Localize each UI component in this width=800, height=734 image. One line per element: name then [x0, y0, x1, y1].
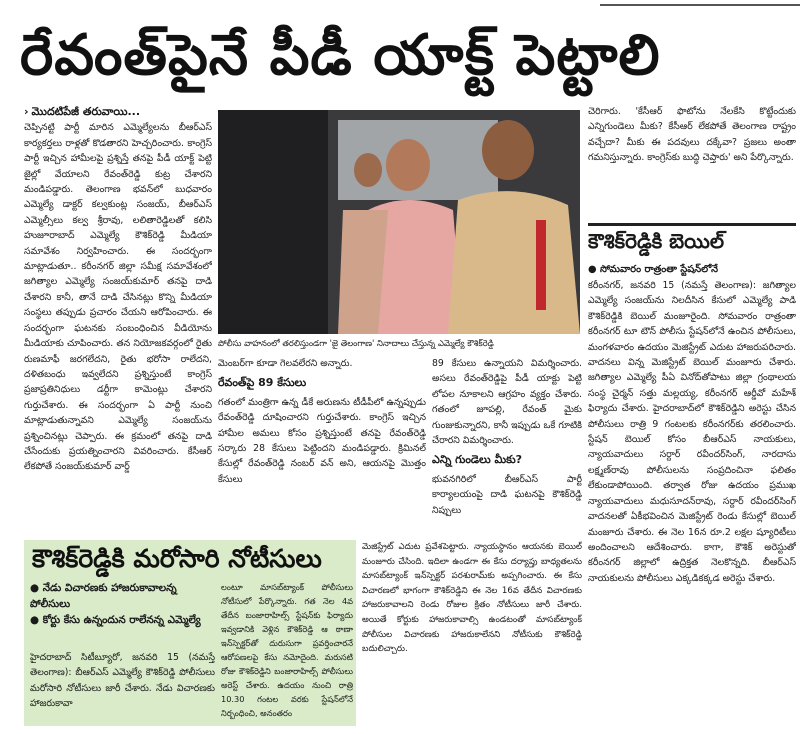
chevron-right-icon: › [24, 105, 29, 118]
article-column-3 [432, 356, 582, 534]
article-text: మెజిస్ట్రేట్ ఎదుట ప్రవేశపెట్టారు. న్యాయస్థానం ఆయనకు బెయిల్ మంజూరు చేసింది. ఇదిలా ఉండగా ఈ కేసు దర్యాప్తు బాధ్యతలను మాసబ్‌ట్యాంక్ ఇన్‌స్పెక్టర్ పరశురామ్‌కు అప్పగించారు. ఈ కేసు విచారణలో భాగంగా కౌశిక్‌రెడ్డిని ఈ నెల 16వ తేదీన విచారణకు హాజరుకావాలని రెండు రోజుల క్రితం నోటీసులు జారీ చేశారు. అయితే కోర్టుకు హాజరుకావాల్సి ఉండటంతో మాసబ్‌ట్యాంక్ పోలీసుల విచారణకు హాజరుకాలేనని నోటీసుకు కౌశిక్‌రెడ్డి బదులిచ్చారు. [362, 542, 582, 655]
notice-bullet-2: కోర్టు కేసు ఉన్నందున రాలేనన్న ఎమ్మెల్యే [42, 614, 201, 626]
photo-caption: పోలీసు వాహనంలో తరలిస్తుండగా 'జై తెలంగాణ' నినాదాలు చేస్తున్న ఎమ్మెల్యే కౌశిక్‌రెడ్డి [218, 338, 494, 348]
article-text: భువనగిరిలో బీఆర్ఎస్ పార్టీ కార్యాలయంపై దాడి ఘటనపై కౌశిక్‌రెడ్డి నిప్పులు [432, 473, 582, 516]
article-text: గతంలో మంత్రిగా ఉన్న డీకే అరుణను టీడీపీలో ఉన్నప్పుడు రేవంత్‌రెడ్డి దూషించారని గుర్తుచేశారు. కాంగ్రెస్ ఇచ్చిన హామీల అమలు కోసం ప్రశ్నిస్తుంటే తనపై రేవంత్‌రెడ్డి సర్కారు 28 కేసులు పెట్టిందని మండిపడ్డారు. క్రిమినల్ కేసుల్లో రేవంత్‌రెడ్డి నంబర్ వన్ అని, ఆయనపై మొత్తం కేసులు [218, 396, 426, 485]
photo-illustration [218, 110, 580, 334]
bail-box-body [588, 262, 796, 730]
notice-column-c [362, 540, 582, 726]
article-column-1 [24, 104, 212, 534]
subheading: ఎన్ని గుండెలు మీకు? [432, 453, 523, 467]
subheading: రేవంత్‌పై 89 కేసులు [218, 376, 307, 390]
notice-column-b [221, 580, 353, 726]
top-rule [600, 4, 800, 6]
article-text: కరీంనగర్, జనవరి 15 (నమస్తే తెలంగాణ): జగిత్యాల ఎమ్మెల్యే సంజయ్‌ను నిలదీసిన కేసులో ఎమ్మెల్యే పాడి కౌశిక్‌రెడ్డికి బెయిల్ మంజూరైంది. సోమవారం రాత్రంతా కరీంనగర్ టూ టౌన్ పోలీసు స్టేషన్‌లోనే ఉంచిన పోలీసులు, మంగళవారం ఉదయం మెజిస్ట్రేట్ ఎదుట హాజరుపరిచారు. వాదనలు విన్న మెజిస్ట్రేట్ బెయిల్ మంజూరు చేశారు. జగిత్యాల ఎమ్మెల్యే పీఏ వినోద్‌తోపాటు జిల్లా గ్రంథాలయ సంస్థ చైర్మన్ సత్తు మల్లయ్య, కరీంనగర్ ఆర్డీవో మహేశ్ ఫిర్యాదు చేశారు. హైదరాబాద్‌లో కౌశిక్‌రెడ్డిని అరెస్టు చేసిన పోలీసులు రాత్రి 9 గంటలకు కరీంనగర్‌కు తరలించారు. స్టేషన్ బెయిల్ కోసం బీఆర్ఎస్ నాయకులు, న్యాయవాదులు సర్దార్ రవీందర్‌సింగ్, నారదాసు లక్ష్మణ్‌రావు పోలీసులను సంప్రదించినా ఫలితం లేకుండాపోయింది. తర్వాత రోజు ఉదయం ప్రముఖ న్యాయవాదులు మధుసూదన్‌రావు, సర్దార్ రవీందర్‌సింగ్ వాదనలతో ఏకీభవించిన మెజిస్ట్రేట్ రెండు కేసుల్లో బెయిల్ మంజూరు చేశారు. ఈ నెల 16న రూ.2 లక్షల ష్యూరిటీలు అందించాలని ఆదేశించారు. కాగా, కౌశిక్ అరెస్టుతో కరీంనగర్ జిల్లాలో ఉద్రిక్తత నెలకొన్నది. బీఆర్ఎస్ నాయకులను పోలీసులు ఎక్కడికక్కడ అరెస్టు చేశారు. [588, 280, 796, 584]
bail-box-bullet: సోమవారం రాత్రంతా స్టేషన్‌లోనే [599, 264, 719, 275]
bullet-icon: ● [588, 264, 597, 275]
notice-bullets [30, 580, 215, 628]
headline: రేవంత్‌పైనే పీడీ యాక్ట్ పెట్టాలి [20, 23, 661, 88]
article-text: హైదరాబాద్ సిటీబ్యూరో, జనవరి 15 (నమస్తే తెలంగాణ): బీఆర్ఎస్ ఎమ్మెల్యే కౌశిక్‌రెడ్డి పోలీసులు మరోసారి నోటీసులు జారీ చేశారు. నేడు విచారణకు హాజరుకావా [30, 652, 215, 710]
article-column-2 [218, 356, 426, 534]
bail-box-title: కౌశిక్‌రెడ్డికి బెయిల్ [588, 229, 725, 253]
bullet-icon: ● [30, 614, 40, 626]
bullet-icon: ● [30, 582, 40, 594]
lead-text: మెంబర్‌గా కూడా గెలవలేరని అన్నారు. [218, 358, 353, 369]
news-photo [218, 110, 580, 334]
notice-column-a [30, 650, 215, 728]
notice-box-title: కౌశిక్‌రెడ్డికి మరోసారి నోటీసులు [32, 544, 322, 573]
article-text: చెరిగారు. 'కేసీఆర్ ఫొటోను నేలకేసి కొట్టేందుకు ఎన్నిగుండెలు మీకు? కేసీఆర్ లేకపోతే తెలంగాణ రాష్ట్రం వచ్చేదా? మీకు ఈ పదవులు దక్కేవా? ప్రజలు అంతా గమనిస్తున్నారు. కాంగ్రెస్‌కు బుద్ధి చెప్తారు' అని పేర్కొన్నారు. [588, 106, 796, 164]
article-text: లంటూ మాసబ్‌ట్యాంక్ పోలీసులు నోటీసులో పేర్కొన్నారు. గత నెల 4వ తేదీన బంజారాహిల్స్ స్టేషన్‌కు ఫిర్యాదు ఇవ్వడానికి వెళ్లిన కౌశిక్‌రెడ్డి ఆ ఠాణా ఇన్‌స్పెక్టర్‌తో దురుసుగా ప్రవర్తించారనే ఆరోపణలపై కేసు నమోదైంది. మరుసటి రోజు కౌశిక్‌రెడ్డిని బంజారాహిల్స్ పోలీసులు అరెస్ట్ చేశారు. ఉదయం నుంచి రాత్రి 10.30 గంటల వరకు స్టేషన్‌లోనే నిర్బంధించి, అనంతరం [221, 582, 353, 718]
article-text: 89 కేసులు ఉన్నాయని విమర్శించారు. అసలు రేవంత్‌రెడ్డిపై పీడీ యాక్టు పెట్టి లోపల నూకాలని ఆగ్రహం వ్యక్తం చేశారు. గతంలో జూపల్లి, రేవంత్ మైకు గుంజుకున్నారని, కానీ ఇప్పుడు ఒకే గూటికి చేరారని విమర్శించారు. [432, 358, 582, 447]
article-text: చెప్పినట్టి పార్టీ మారిన ఎమ్మెల్యేలను బీఆర్ఎస్ కార్యకర్తలు రాళ్లతో కొడతారని హెచ్చరించారు. కాంగ్రెస్ పార్టీ ఇచ్చిన హామీలపై ప్రశ్నిస్తే తనపై పీడీ యాక్ట్ పెట్టి జైల్లో వేయాలని రేవంత్‌రెడ్డి కుట్ర చేశారని మండిపడ్డారు. తెలంగాణ భవన్‌లో బుధవారం ఎమ్మెల్యే డాక్టర్ కల్వకుంట్ల సంజయ్, బీఆర్ఎస్ ఎమ్మెల్సీలు కల్వ శ్రీరావు, లలితారెడ్డిలతో కలిసి హుజూరాబాద్ ఎమ్మెల్యే కౌశిక్‌రెడ్డి మీడియా సమావేశం నిర్వహించారు. ఈ సందర్భంగా మాట్లాడుతూ.. కరీంనగర్ జిల్లా సమీక్ష సమావేశంలో జగిత్యాల ఎమ్మెల్యే సంజయ్‌కుమార్ తనపై దాడి చేశారని కానీ, తానే దాడి చేసినట్లు కొన్ని మీడియా సంస్థలు తప్పుడు ప్రచారం చేయని ఆరోపించారు. ఈ సందర్భంగా ఘటనకు సంబంధించిన వీడియోను మీడియాకు చూపించారు. తన నియోజకవర్గంలో రైతు రుణమాఫీ జరగలేదని, రైతు భరోసా రాలేదని, దళితబంధు ఇవ్వలేదని ప్రశ్నిస్తుంటే కాంగ్రెస్ ప్రజాప్రతినిధులు డర్టీగా కామెంట్లు చేశారని గుర్తుచేశారు. ఈ సందర్భంగా ఏ పార్టీ నుంచి మాట్లాడుతున్నావని ఎమ్మెల్యే సంజయ్‌ను ప్రశ్నించినట్లు చెప్పారు. ఈ క్రమంలో తనపై దాడి చేసేందుకు ప్రయత్నించారని వివరించారు. కేసీఆర్ లేకపోతే సంజయ్‌కుమార్ వార్డ్ [24, 122, 212, 473]
article-column-4 [588, 104, 796, 218]
kicker: మొదటిపేజీ తరువాయి... [31, 105, 141, 118]
bail-box-header [588, 223, 796, 266]
notice-bullet-1: నేడు విచారణకు హాజరుకావాలన్న పోలీసులు [30, 582, 177, 610]
